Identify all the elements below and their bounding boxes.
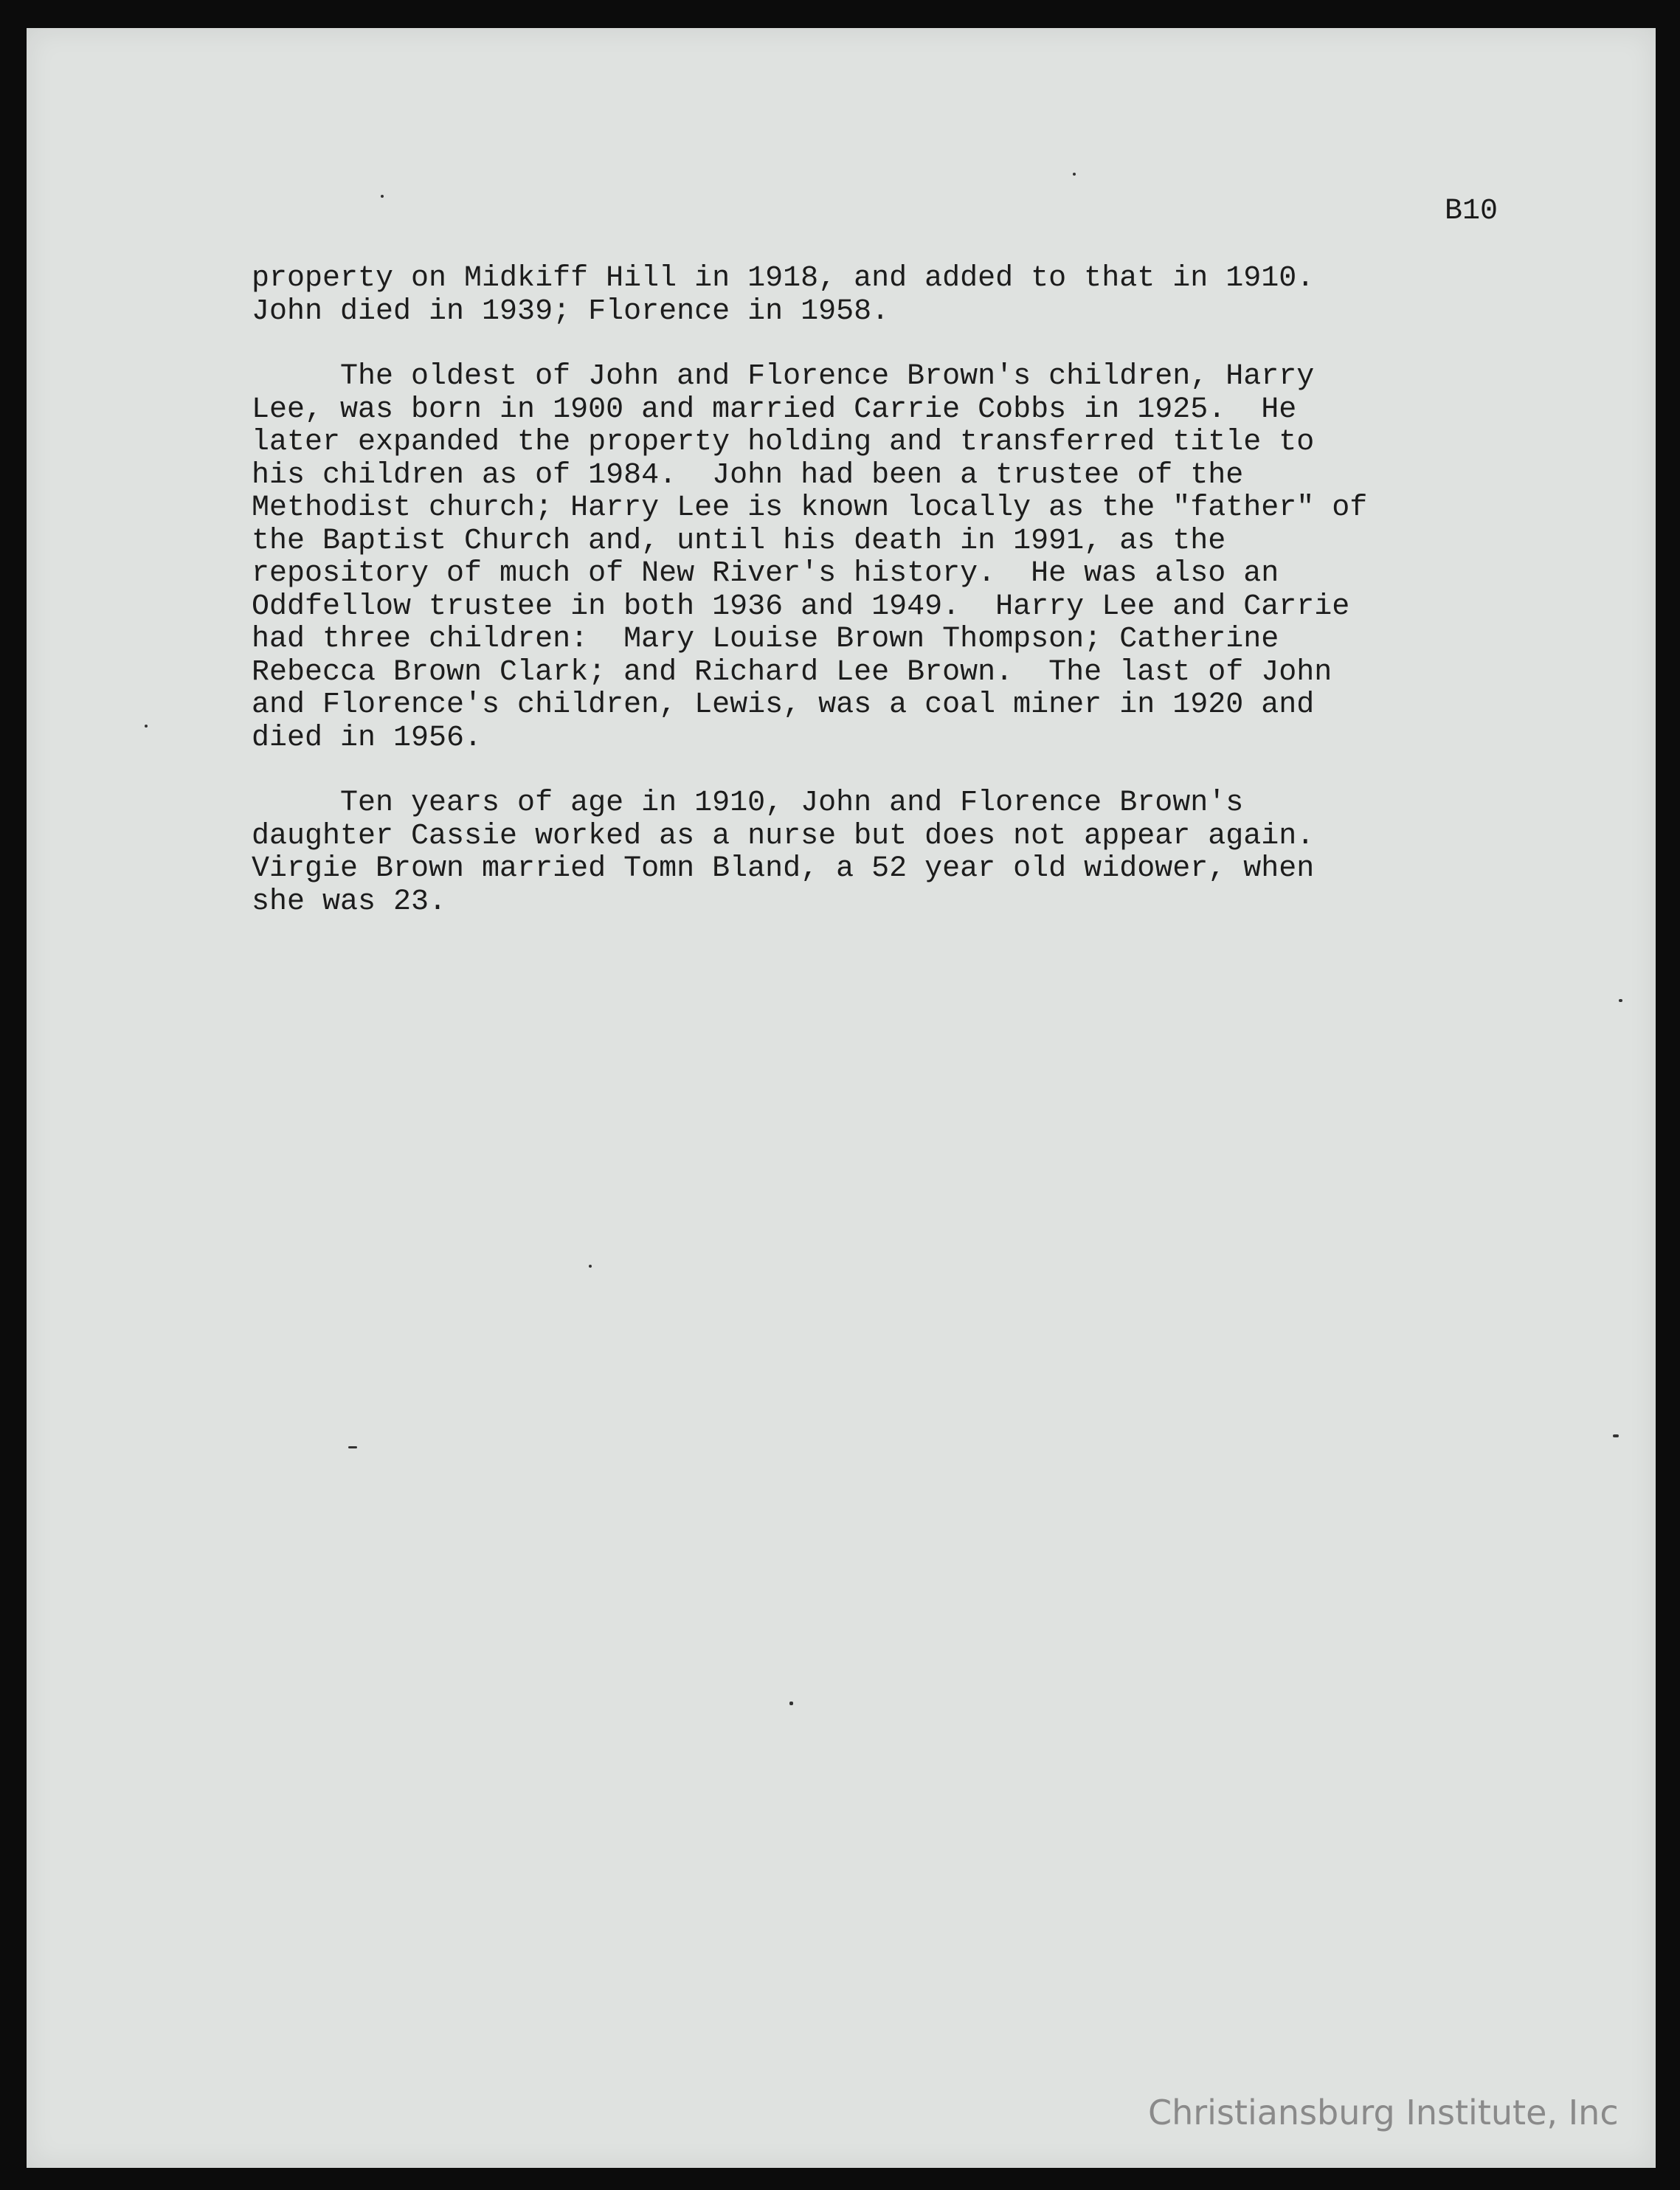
scan-speck	[1619, 999, 1622, 1002]
scan-speck	[589, 1265, 592, 1268]
document-page	[27, 28, 1656, 2168]
watermark: Christiansburg Institute, Inc	[1148, 2093, 1619, 2132]
scan-speck	[1613, 1434, 1619, 1437]
scan-speck	[1073, 173, 1076, 176]
paragraph-3: Ten years of age in 1910, John and Florence Brown's daughter Cassie worked as a nurse but does not appear again. Virgie Brown married Tomn Bland, a 52 year old widower, when she was 23.	[252, 787, 1315, 919]
scan-speck	[145, 725, 148, 728]
scan-speck	[381, 195, 384, 198]
scan-speck	[789, 1702, 793, 1705]
paragraph-1: property on Midkiff Hill in 1918, and added to that in 1910. John died in 1939; Florence in 1958.	[252, 262, 1315, 328]
page-number: B10	[1445, 195, 1498, 228]
body-text	[252, 263, 1506, 919]
scan-speck	[348, 1446, 357, 1448]
paragraph-2: The oldest of John and Florence Brown's children, Harry Lee, was born in 1900 and married Carrie Cobbs in 1925. He later expanded the property holding and transferred title to his children as of 1984. John had been a trustee of the Methodist church; Harry Lee is known locally as the "father" of the Baptist Church and, until his death in 1991, as the repository of much of New River's history. He was also an Oddfellow trustee in both 1936 and 1949. Harry Lee and Carrie had three children: Mary Louise Brown Thompson; Catherine Rebecca Brown Clark; and Richard Lee Brown. The last of John and Florence's children, Lewis, was a coal miner in 1920 and died in 1956.	[252, 360, 1368, 755]
